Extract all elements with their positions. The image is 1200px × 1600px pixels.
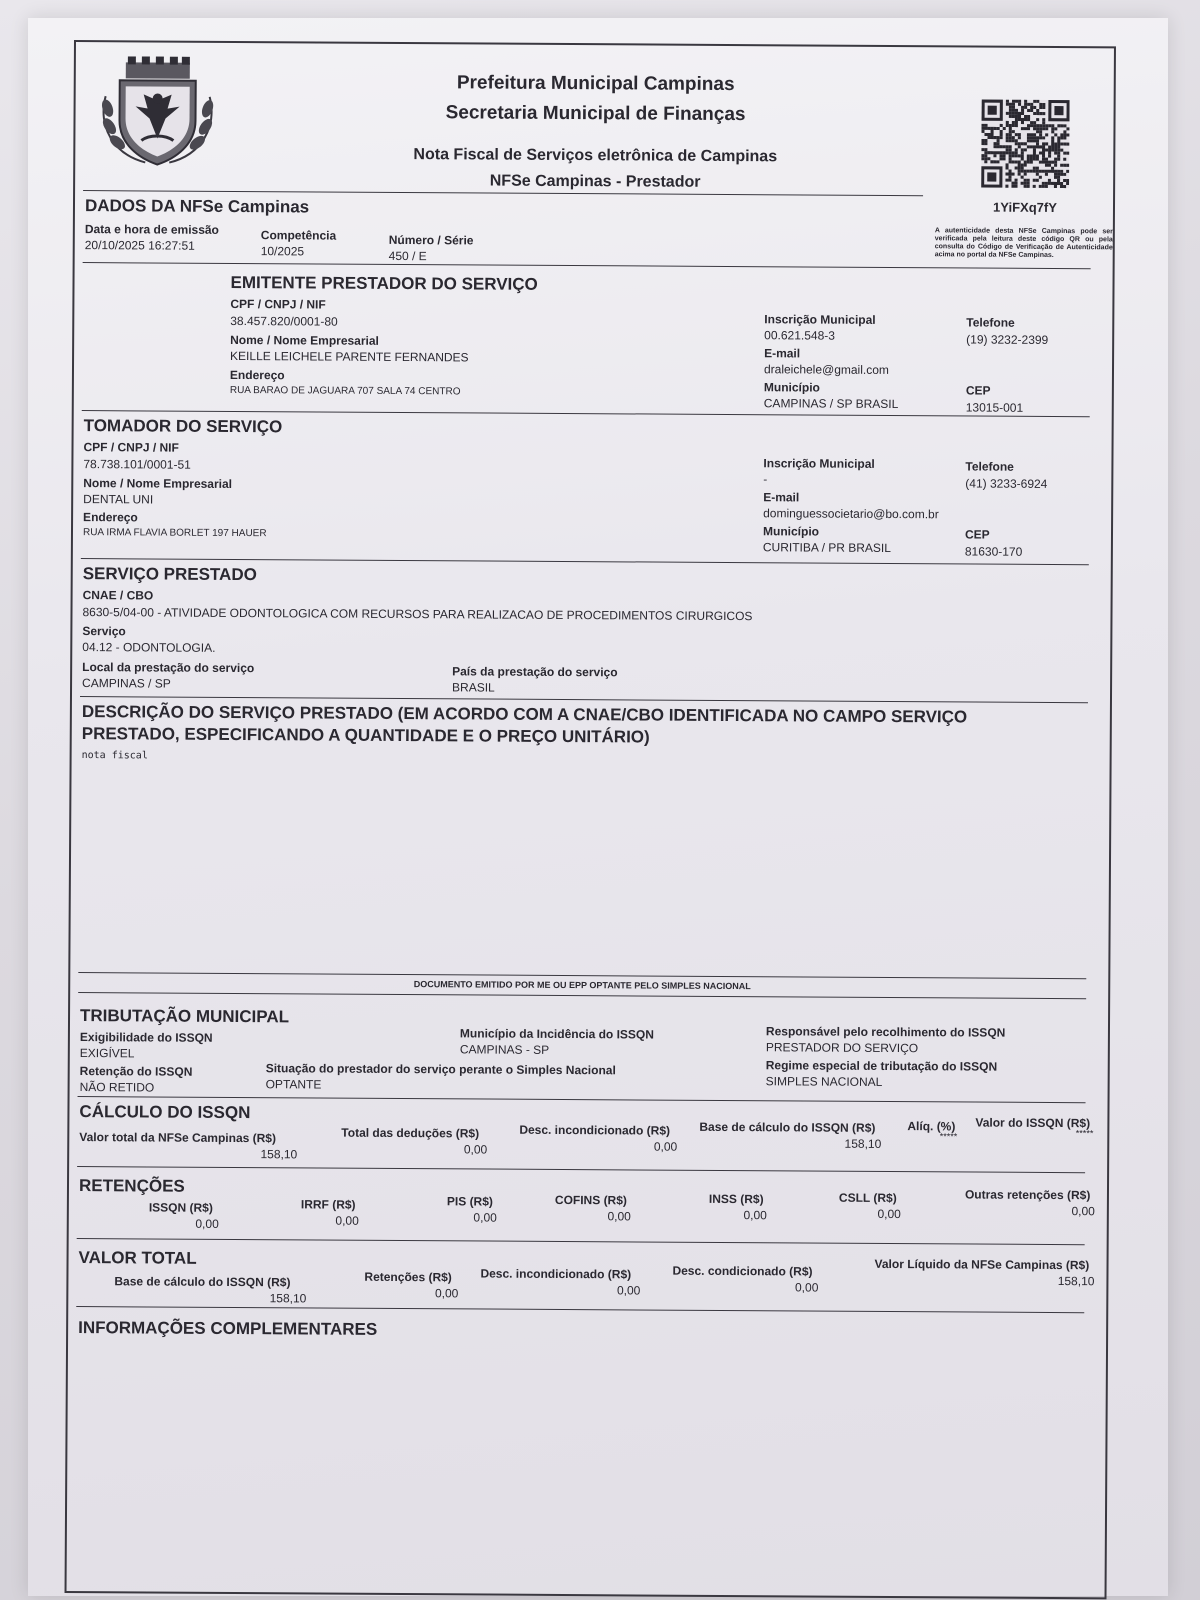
value-vt-desc-incondicionado: 0,00 bbox=[616, 1283, 641, 1298]
label-tomador-cpf: CPF / CNPJ / NIF bbox=[83, 440, 179, 455]
value-tomador-email: dominguessocietario@bo.com.br bbox=[763, 506, 939, 522]
value-competencia: 10/2025 bbox=[260, 244, 305, 259]
label-emitente-im: Inscrição Municipal bbox=[764, 312, 876, 327]
label-emitente-telefone: Telefone bbox=[966, 315, 1015, 330]
section-title-descricao-line1: DESCRIÇÃO DO SERVIÇO PRESTADO (EM ACORDO COM A CNAE/CBO IDENTIFICADA NO CAMPO SERVIÇO bbox=[81, 702, 968, 727]
value-ret-issqn: 0,00 bbox=[195, 1216, 219, 1231]
value-tomador-cep: 81630-170 bbox=[964, 544, 1023, 559]
value-ret-irrf: 0,00 bbox=[335, 1213, 359, 1228]
value-numero-serie: 450 / E bbox=[388, 248, 427, 264]
label-vt-base: Base de cálculo do ISSQN (R$) bbox=[114, 1274, 291, 1290]
value-regime-especial: SIMPLES NACIONAL bbox=[765, 1074, 883, 1089]
value-ret-outras: 0,00 bbox=[1071, 1204, 1095, 1219]
label-vt-desc-condicionado: Desc. condicionado (R$) bbox=[672, 1263, 813, 1279]
label-ret-pis: PIS (R$) bbox=[446, 1194, 493, 1209]
label-emissao: Data e hora de emissão bbox=[84, 222, 219, 237]
value-ret-inss: 0,00 bbox=[743, 1208, 767, 1223]
label-vt-liquido: Valor Líquido da NFSe Campinas (R$) bbox=[874, 1256, 1090, 1273]
divider bbox=[78, 992, 1086, 999]
label-pais: País da prestação do serviço bbox=[452, 664, 618, 680]
divider bbox=[77, 1238, 1085, 1245]
header-nfse-prestador: NFSe Campinas - Prestador bbox=[489, 172, 701, 191]
value-vt-base: 158,10 bbox=[269, 1291, 307, 1306]
label-tomador-nome: Nome / Nome Empresarial bbox=[83, 476, 233, 491]
label-desc-incondicionado: Desc. incondicionado (R$) bbox=[519, 1122, 671, 1138]
value-tomador-im: - bbox=[763, 472, 768, 487]
value-vt-liquido: 158,10 bbox=[1057, 1274, 1095, 1289]
value-emitente-endereco: RUA BARAO DE JAGUARA 707 SALA 74 CENTRO bbox=[229, 384, 461, 398]
section-title-dados: DADOS DA NFSe Campinas bbox=[84, 196, 310, 217]
label-vt-retencoes: Retenções (R$) bbox=[364, 1269, 452, 1285]
value-ret-cofins: 0,00 bbox=[607, 1209, 631, 1224]
label-responsavel: Responsável pelo recolhimento do ISSQN bbox=[765, 1024, 1006, 1040]
label-valor-total-nfse: Valor total da NFSe Campinas (R$) bbox=[79, 1130, 277, 1146]
value-emitente-im: 00.621.548-3 bbox=[764, 328, 835, 343]
label-ret-csll: CSLL (R$) bbox=[838, 1190, 897, 1206]
value-emitente-email: draleichele@gmail.com bbox=[763, 362, 889, 377]
label-retencao-issqn: Retenção do ISSQN bbox=[79, 1064, 193, 1079]
label-emitente-cpf: CPF / CNPJ / NIF bbox=[230, 296, 326, 312]
verification-code: 1YiFXq7fY bbox=[993, 199, 1057, 216]
value-emitente-telefone: (19) 3232-2399 bbox=[966, 332, 1049, 347]
label-tomador-cep: CEP bbox=[964, 527, 990, 542]
value-emitente-municipio: CAMPINAS / SP BRASIL bbox=[763, 396, 899, 412]
section-title-servico: SERVIÇO PRESTADO bbox=[82, 564, 257, 585]
value-tomador-municipio: CURITIBA / PR BRASIL bbox=[762, 540, 892, 555]
section-title-calculo: CÁLCULO DO ISSQN bbox=[79, 1102, 251, 1123]
section-title-retencoes: RETENÇÕES bbox=[78, 1176, 185, 1196]
section-title-tomador: TOMADOR DO SERVIÇO bbox=[83, 416, 283, 437]
header-nota-fiscal: Nota Fiscal de Serviços eletrônica de Campinas bbox=[413, 146, 778, 166]
divider bbox=[76, 1306, 1084, 1313]
label-tomador-telefone: Telefone bbox=[965, 459, 1014, 474]
label-emitente-cep: CEP bbox=[965, 383, 991, 398]
label-tomador-endereco: Endereço bbox=[83, 510, 138, 525]
label-competencia: Competência bbox=[260, 228, 337, 243]
value-servico: 04.12 - ODONTOLOGIA. bbox=[82, 640, 216, 655]
simples-nacional-note: DOCUMENTO EMITIDO POR ME OU EPP OPTANTE PELO SIMPLES NACIONAL bbox=[413, 979, 751, 992]
value-exigibilidade: EXIGÍVEL bbox=[79, 1046, 135, 1061]
label-aliquota: Alíq. (%) bbox=[907, 1119, 956, 1134]
label-emitente-email: E-mail bbox=[764, 346, 801, 361]
divider bbox=[77, 1166, 1085, 1173]
value-tomador-cpf: 78.738.101/0001-51 bbox=[83, 457, 191, 472]
label-municipio-incidencia: Município da Incidência do ISSQN bbox=[459, 1026, 655, 1042]
value-tomador-endereco: RUA IRMA FLAVIA BORLET 197 HAUER bbox=[82, 527, 267, 540]
label-emitente-nome: Nome / Nome Empresarial bbox=[230, 332, 379, 348]
nfse-document bbox=[65, 40, 1116, 1599]
value-emissao: 20/10/2025 16:27:51 bbox=[84, 238, 195, 253]
section-title-valor-total: VALOR TOTAL bbox=[78, 1248, 197, 1268]
value-total-deducoes: 0,00 bbox=[463, 1142, 488, 1157]
value-emitente-cep: 13015-001 bbox=[965, 400, 1024, 415]
header-prefeitura: Prefeitura Municipal Campinas bbox=[456, 72, 735, 96]
label-cnae: CNAE / CBO bbox=[82, 588, 154, 603]
label-ret-outras: Outras retenções (R$) bbox=[964, 1187, 1091, 1203]
label-valor-issqn: Valor do ISSQN (R$) bbox=[975, 1115, 1091, 1131]
value-ret-pis: 0,00 bbox=[473, 1210, 497, 1225]
section-title-tributacao: TRIBUTAÇÃO MUNICIPAL bbox=[79, 1006, 290, 1027]
section-title-descricao-line2: PRESTADO, ESPECIFICANDO A QUANTIDADE E O PREÇO UNITÁRIO) bbox=[81, 724, 650, 747]
value-ret-csll: 0,00 bbox=[877, 1206, 901, 1222]
value-pais: BRASIL bbox=[452, 680, 495, 695]
value-tomador-nome: DENTAL UNI bbox=[83, 492, 154, 507]
campinas-coat-of-arms-icon bbox=[95, 56, 220, 169]
value-cnae: 8630-5/04-00 - ATIVIDADE ODONTOLOGICA COM RECURSOS PARA REALIZACAO DE PROCEDIMENTOS CIRURGICOS bbox=[82, 605, 753, 624]
label-regime-especial: Regime especial de tributação do ISSQN bbox=[765, 1058, 998, 1074]
section-title-informacoes: INFORMAÇÕES COMPLEMENTARES bbox=[78, 1318, 378, 1339]
value-situacao-simples: OPTANTE bbox=[265, 1077, 322, 1092]
section-title-emitente: EMITENTE PRESTADOR DO SERVIÇO bbox=[230, 272, 538, 294]
label-servico: Serviço bbox=[82, 624, 126, 639]
label-emitente-municipio: Município bbox=[763, 380, 820, 395]
value-desc-incondicionado: 0,00 bbox=[653, 1139, 678, 1154]
divider bbox=[83, 262, 1091, 269]
value-valor-issqn: ***** bbox=[1075, 1128, 1094, 1139]
label-situacao-simples: Situação do prestador do serviço perante o Simples Nacional bbox=[265, 1061, 616, 1078]
value-valor-total-nfse: 158,10 bbox=[260, 1147, 298, 1162]
label-tomador-im: Inscrição Municipal bbox=[763, 456, 875, 471]
value-responsavel: PRESTADOR DO SERVIÇO bbox=[765, 1040, 919, 1056]
label-local: Local da prestação do serviço bbox=[82, 660, 255, 676]
label-base-calculo: Base de cálculo do ISSQN (R$) bbox=[699, 1119, 876, 1135]
label-numero-serie: Número / Série bbox=[388, 232, 474, 248]
label-tomador-municipio: Município bbox=[762, 524, 820, 539]
value-aliquota: ***** bbox=[939, 1131, 958, 1142]
label-emitente-endereco: Endereço bbox=[229, 367, 285, 383]
value-vt-retencoes: 0,00 bbox=[434, 1286, 459, 1301]
label-tomador-email: E-mail bbox=[763, 490, 800, 505]
header-secretaria: Secretaria Municipal de Finanças bbox=[445, 102, 746, 126]
value-retencao-issqn: NÃO RETIDO bbox=[79, 1080, 155, 1095]
value-descricao: nota fiscal bbox=[81, 750, 148, 762]
label-ret-inss: INSS (R$) bbox=[708, 1191, 764, 1207]
label-exigibilidade: Exigibilidade do ISSQN bbox=[79, 1030, 213, 1045]
value-tomador-telefone: (41) 3233-6924 bbox=[965, 476, 1048, 491]
label-vt-desc-incondicionado: Desc. incondicionado (R$) bbox=[480, 1266, 632, 1282]
value-emitente-cpf: 38.457.820/0001-80 bbox=[230, 313, 338, 329]
label-ret-irrf: IRRF (R$) bbox=[300, 1197, 356, 1212]
value-municipio-incidencia: CAMPINAS - SP bbox=[459, 1042, 550, 1057]
authenticity-note: A autenticidade desta NFSe Campinas pode ser verificada pela leitura deste código QR ou pela consulta do Código de Verificação de Autenticidade acima no portal da NFSe Campinas. bbox=[934, 227, 1113, 259]
label-ret-cofins: COFINS (R$) bbox=[554, 1192, 627, 1208]
value-emitente-nome: KEILLE LEICHELE PARENTE FERNANDES bbox=[230, 348, 469, 365]
label-total-deducoes: Total das deduções (R$) bbox=[341, 1125, 480, 1141]
value-local: CAMPINAS / SP bbox=[82, 676, 171, 691]
value-base-calculo: 158,10 bbox=[844, 1136, 882, 1151]
label-ret-issqn: ISSQN (R$) bbox=[148, 1200, 213, 1215]
value-vt-desc-condicionado: 0,00 bbox=[794, 1280, 819, 1295]
qr-code-icon bbox=[981, 98, 1070, 191]
